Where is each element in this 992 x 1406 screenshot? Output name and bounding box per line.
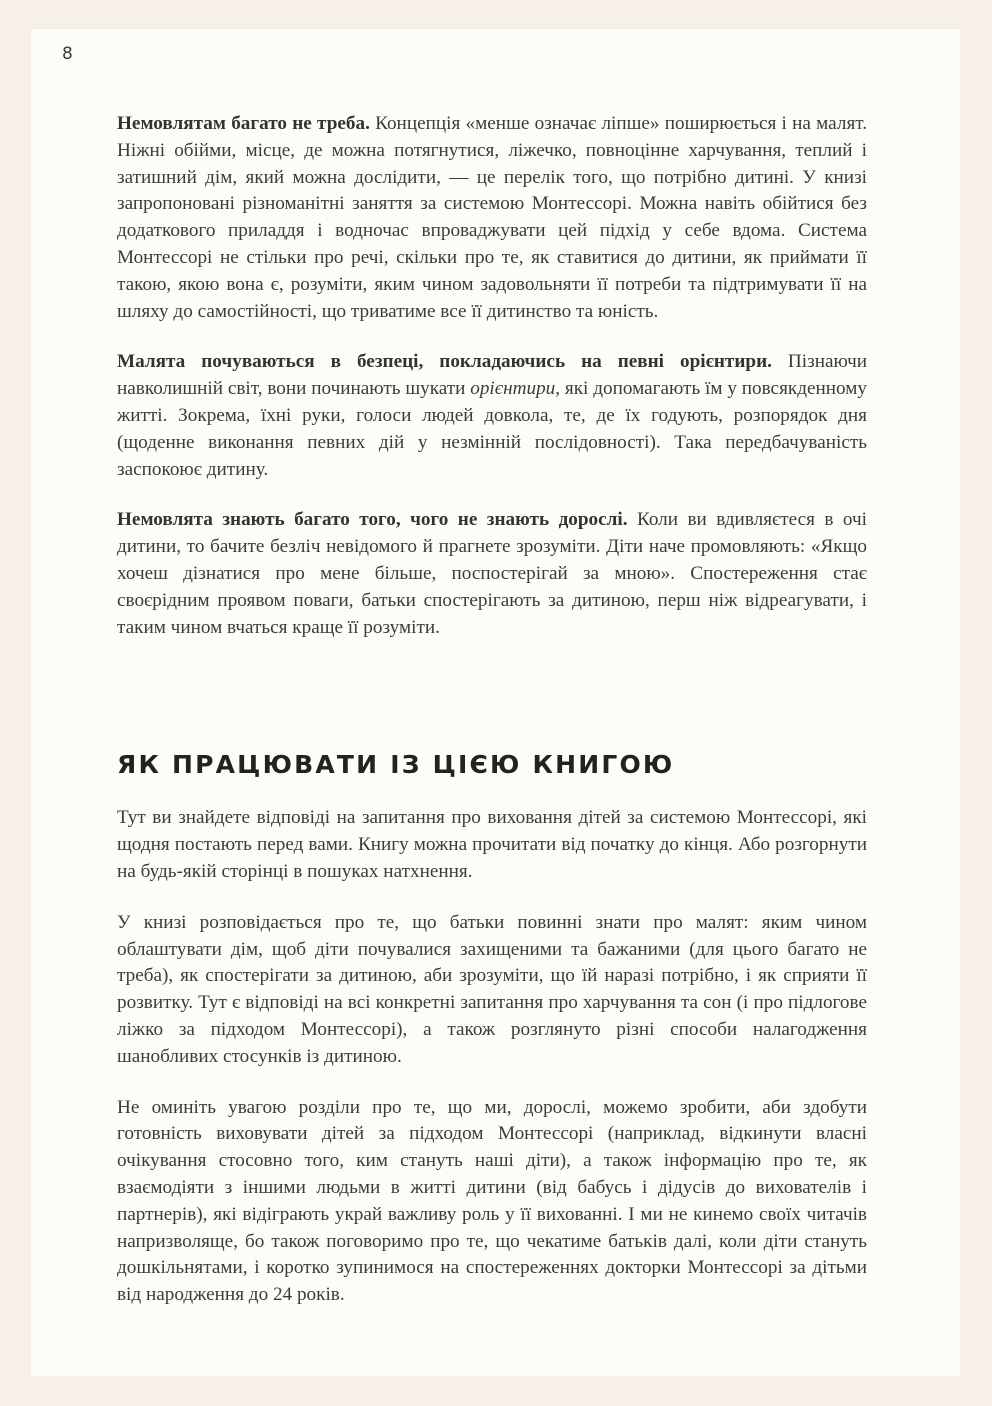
section-paragraph-3: Не оминіть увагою розділи про те, що ми, дорослі, можемо зробити, аби здобути готовність виховувати дітей за підходом Монтессорі (наприклад, відкинути власні очікування стосовно того, ким стануть наші діти), а також інформацію про те, як взаємодіяти з іншими людьми в житті дитини (від бабусь і дідусів до вихователів і партнерів), які відіграють украй важливу роль у її вихованні. І ми не кинемо своїх читачів напризволяще, бо також поговоримо про те, що чекатиме батьків далі, коли діти стануть дошкільнятами, і коротко зупинимося на спостереженнях докторки Монтессорі за дітьми від народження до 24 років.	[117, 1096, 867, 1306]
intro-paragraph-3	[117, 507, 867, 641]
paragraph-emphasis: орієнтири	[470, 378, 556, 400]
paragraph-text: , які допомагають їм у повсякденному житті. Зокрема, їхні руки, голоси людей довкола, те, де їх годують, розпорядок дня (щоденне виконання певних дій у незмінній послідовності). Така передбачуваність заспокоює дитину.	[117, 378, 867, 480]
paragraph-lead: Малята почуваються в безпеці, покладаючись на певні орієнтири.	[117, 351, 772, 373]
page-content	[117, 111, 867, 1309]
intro-paragraph-2	[117, 349, 867, 483]
section-paragraph-2: У книзі розповідається про те, що батьки повинні знати про малят: яким чином облаштувати дім, щоб діти почувалися захищеними та бажаними (для цього багато не треба), як спостерігати за дитиною, аби зрозуміти, що їй наразі потрібно, і як сприяти її розвитку. Тут є відповіді на всі конкретні запитання про харчування та сон (і про підлогове ліжко за підходом Монтессорі), а також розглянуто різні способи налагодження шанобливих стосунків із дитиною.	[117, 911, 867, 1067]
paragraph-text: Пізнаючи навколишній світ, вони починають шукати	[117, 351, 868, 400]
book-page	[31, 29, 960, 1376]
section-paragraph-1: Тут ви знайдете відповіді на запитання про виховання дітей за системою Монтессорі, які щодня постають перед вами. Книгу можна прочитати від початку до кінця. Або розгорнути на будь-якій сторінці в пошуках натхнення.	[117, 807, 867, 882]
page-number: 8	[62, 44, 73, 64]
section-heading: ЯК ПРАЦЮВАТИ ІЗ ЦІЄЮ КНИГОЮ	[117, 750, 675, 780]
paragraph-text: Коли ви вдивляєтеся в очі дитини, то бачите безліч невідомого й прагнете зрозуміти. Діти наче промовляють: «Якщо хочеш дізнатися про мене більше, поспостерігай за мною». Спостереження стає своєрідним проявом поваги, батьки спостерігають за дитиною, перш ніж відреагувати, і таким чином вчаться краще її розуміти.	[117, 509, 867, 638]
paragraph-lead: Немовлятам багато не треба.	[117, 113, 370, 134]
intro-paragraph-1	[117, 111, 867, 325]
paragraph-text: Концепція «менше означає ліпше» поширюється і на малят. Ніжні обійми, місце, де можна потягнутися, ліжечко, повноцінне харчування, теплий і затишний дім, який можна дослідити, — це перелік того, що потрібно дитині. У книзі запропоновані різноманітні заняття за системою Монтессорі. Можна навіть обійтися без додаткового приладдя і водночас впроваджувати цей підхід у себе вдома. Система Монтессорі не стільки про речі, скільки про те, як ставитися до дитини, як приймати її такою, якою вона є, розуміти, яким чином задовольняти її потреби та підтримувати її на шляху до самостійності, що триватиме все її дитинство та юність.	[117, 113, 868, 322]
paragraph-lead: Немовлята знають багато того, чого не знають дорослі.	[117, 509, 628, 531]
